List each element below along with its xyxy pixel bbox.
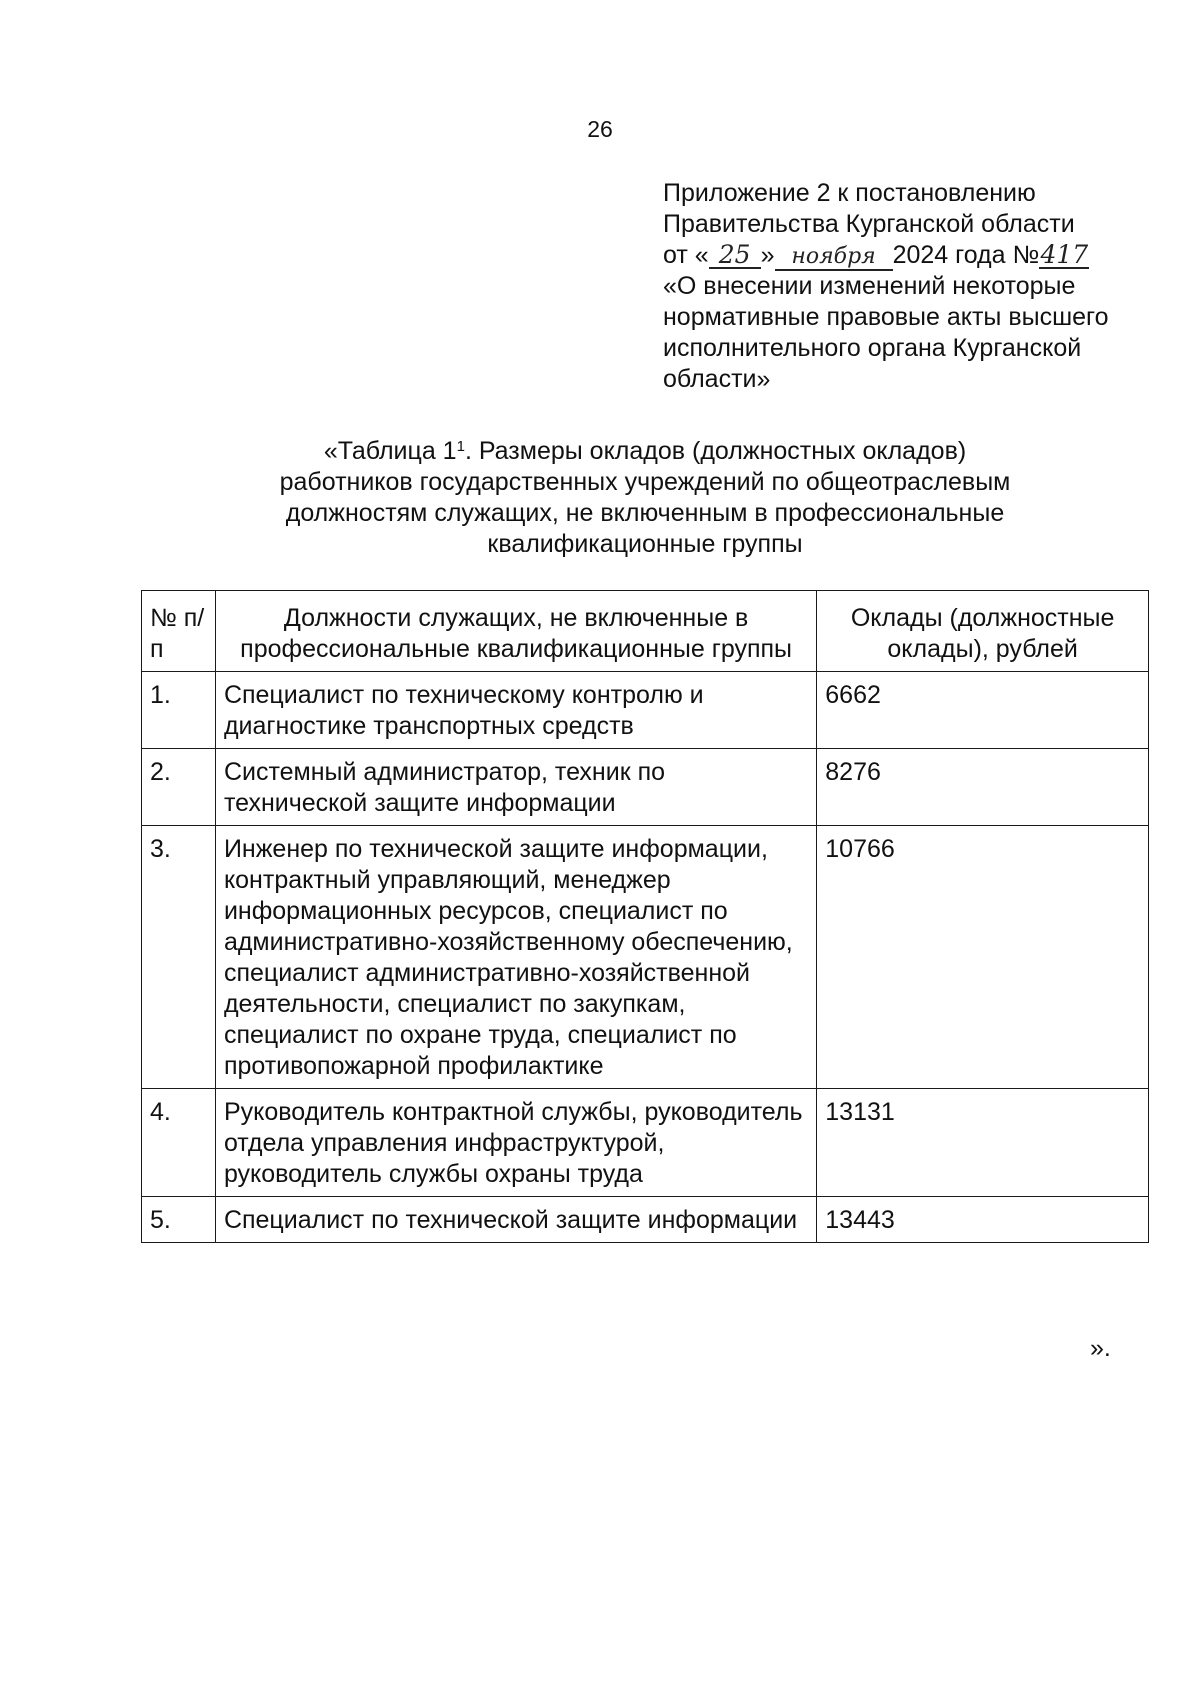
table-title-suffix: . Размеры окладов (должностных окладов)	[464, 437, 967, 465]
row-position: Специалист по технической защите информации	[215, 1197, 816, 1243]
handwritten-day: 25	[709, 243, 761, 269]
table-row	[142, 749, 1149, 826]
row-salary: 13131	[817, 1089, 1149, 1197]
header-position: Должности служащих, не включенные в профессиональные квалификационные группы	[215, 591, 816, 672]
appendix-line-7: области»	[663, 365, 771, 393]
row-position: Руководитель контрактной службы, руководитель отдела управления инфраструктурой, руководитель службы охраны труда	[215, 1089, 816, 1197]
row-position: Системный администратор, техник по технической защите информации	[215, 749, 816, 826]
table-title-sup: 1	[456, 438, 465, 455]
table-title-line-1	[150, 436, 1140, 467]
row-num: 3.	[142, 826, 216, 1089]
table-header-row	[142, 591, 1149, 672]
row-num: 1.	[142, 672, 216, 749]
row-num: 5.	[142, 1197, 216, 1243]
header-salary: Оклады (должностные оклады), рублей	[817, 591, 1149, 672]
table-title-line-4: квалификационные группы	[487, 530, 803, 558]
table-row	[142, 826, 1149, 1089]
row-salary: 13443	[817, 1197, 1149, 1243]
appendix-date-line	[663, 240, 1143, 271]
date-mid: »	[760, 241, 775, 269]
date-suffix: 2024 года №	[892, 241, 1040, 269]
handwritten-number: 417	[1040, 240, 1089, 269]
table-row	[142, 672, 1149, 749]
appendix-line-4: «О внесении изменений некоторые	[663, 272, 1076, 300]
row-position: Инженер по технической защите информации, контрактный управляющий, менеджер информационных ресурсов, специалист по административно-хозяйственному обеспечению, специалист административно-хозяйственной деятельности, специалист по закупкам, специалист по охране труда, специалист по противопожарной профилактике	[215, 826, 816, 1089]
appendix-line-5: нормативные правовые акты высшего	[663, 303, 1109, 331]
row-salary: 8276	[817, 749, 1149, 826]
row-position: Специалист по техническому контролю и диагностике транспортных средств	[215, 672, 816, 749]
closing-quote-mark: ».	[1090, 1334, 1111, 1362]
table-title-line-2: работников государственных учреждений по общеотраслевым	[279, 468, 1011, 496]
salary-table	[141, 590, 1149, 1243]
appendix-line-1: Приложение 2 к постановлению	[663, 179, 1036, 207]
table-title-prefix: «Таблица 1	[323, 437, 457, 465]
appendix-line-2: Правительства Курганской области	[663, 210, 1075, 238]
date-prefix: от «	[663, 241, 709, 269]
table-title-line-3: должностям служащих, не включенным в профессиональные	[285, 499, 1005, 527]
row-num: 4.	[142, 1089, 216, 1197]
table-row	[142, 1197, 1149, 1243]
appendix-line-6: исполнительного органа Курганской	[663, 334, 1082, 362]
table-row	[142, 1089, 1149, 1197]
row-salary: 10766	[817, 826, 1149, 1089]
appendix-header	[663, 178, 1143, 395]
header-num: № п/п	[142, 591, 216, 672]
handwritten-month: ноября	[775, 245, 893, 271]
row-num: 2.	[142, 749, 216, 826]
row-salary: 6662	[817, 672, 1149, 749]
page-number: 26	[587, 116, 613, 142]
table-title	[150, 436, 1140, 560]
